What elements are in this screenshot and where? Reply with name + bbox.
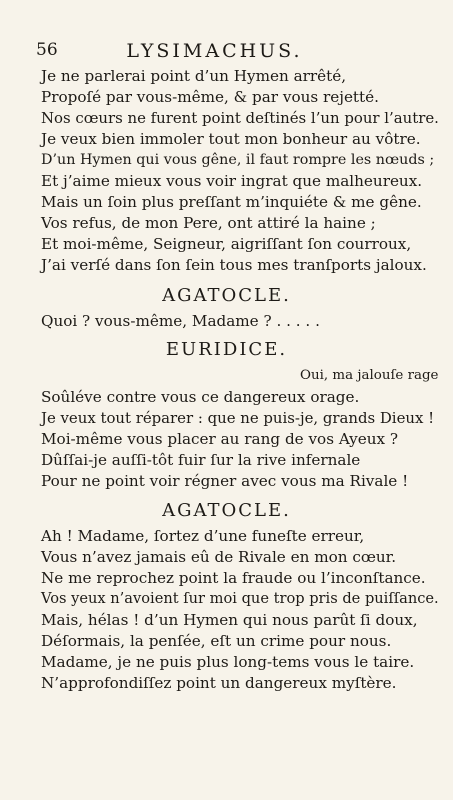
verse-line: Ah ! Madame, ſortez d’une funeſte erreur, (41, 527, 365, 545)
verse-line: Ne me reprochez point la fraude ou l’inconſtance. (41, 569, 426, 587)
verse-line: Je veux tout réparer : que ne puis-je, grands Dieux ! (41, 409, 435, 427)
verse-line: Soûléve contre vous ce dangereux orage. (41, 388, 360, 406)
speaker-name: AGATOCLE. (162, 500, 291, 521)
page-number: 56 (36, 40, 58, 60)
verse-line: N’approfondiſſez point un dangereux myſtère. (41, 674, 397, 692)
verse-line: Moi-même vous placer au rang de vos Ayeux ? (41, 430, 399, 448)
verse-line: J’ai verſé dans ſon ſein tous mes tranſports jaloux. (41, 256, 427, 274)
verse-line: Mais, hélas ! d’un Hymen qui nous parût ſi doux, (41, 611, 418, 629)
verse-line: Dûſſai-je auſſi-tôt fuir ſur la rive infernale (41, 451, 361, 469)
verse-line: Et moi-même, Seigneur, aigriſſant ſon courroux, (41, 235, 412, 253)
verse-line: D’un Hymen qui vous gêne, il faut rompre les nœuds ; (41, 152, 435, 168)
verse-line: Pour ne point voir régner avec vous ma Rivale ! (41, 472, 409, 490)
speaker-name: EURIDICE. (165, 339, 288, 360)
page-header (36, 40, 393, 64)
verse-line: Mais un ſoin plus preſſant m’inquiéte & me gêne. (41, 193, 422, 211)
verse-line: Je ne parlerai point d’un Hymen arrêté, (41, 67, 347, 85)
verse-line: Oui, ma jalouſe rage (300, 368, 439, 383)
verse-line: Propoſé par vous-même, & par vous rejetté. (41, 88, 379, 106)
verse-line: Vos refus, de mon Pere, ont attiré la haine ; (41, 214, 376, 232)
verse-line: Vous n’avez jamais eû de Rivale en mon cœur. (41, 548, 397, 566)
verse-line: Nos cœurs ne furent point deſtinés l’un pour l’autre. (41, 109, 439, 127)
verse-line: Vos yeux n’avoient ſur moi que trop pris de puiſſance. (41, 590, 439, 607)
verse-line: Et j’aime mieux vous voir ingrat que malheureux. (41, 172, 423, 190)
speaker-name: AGATOCLE. (162, 285, 291, 306)
running-head: LYSIMACHUS. (126, 40, 303, 62)
verse-line: Madame, je ne puis plus long-tems vous le taire. (41, 653, 415, 671)
verse-line: Quoi ? vous-même, Madame ? . . . . . (41, 312, 320, 330)
verse-line: Je veux bien immoler tout mon bonheur au vôtre. (41, 130, 421, 148)
verse-line: Déſormais, la penſée, eſt un crime pour nous. (41, 632, 392, 650)
